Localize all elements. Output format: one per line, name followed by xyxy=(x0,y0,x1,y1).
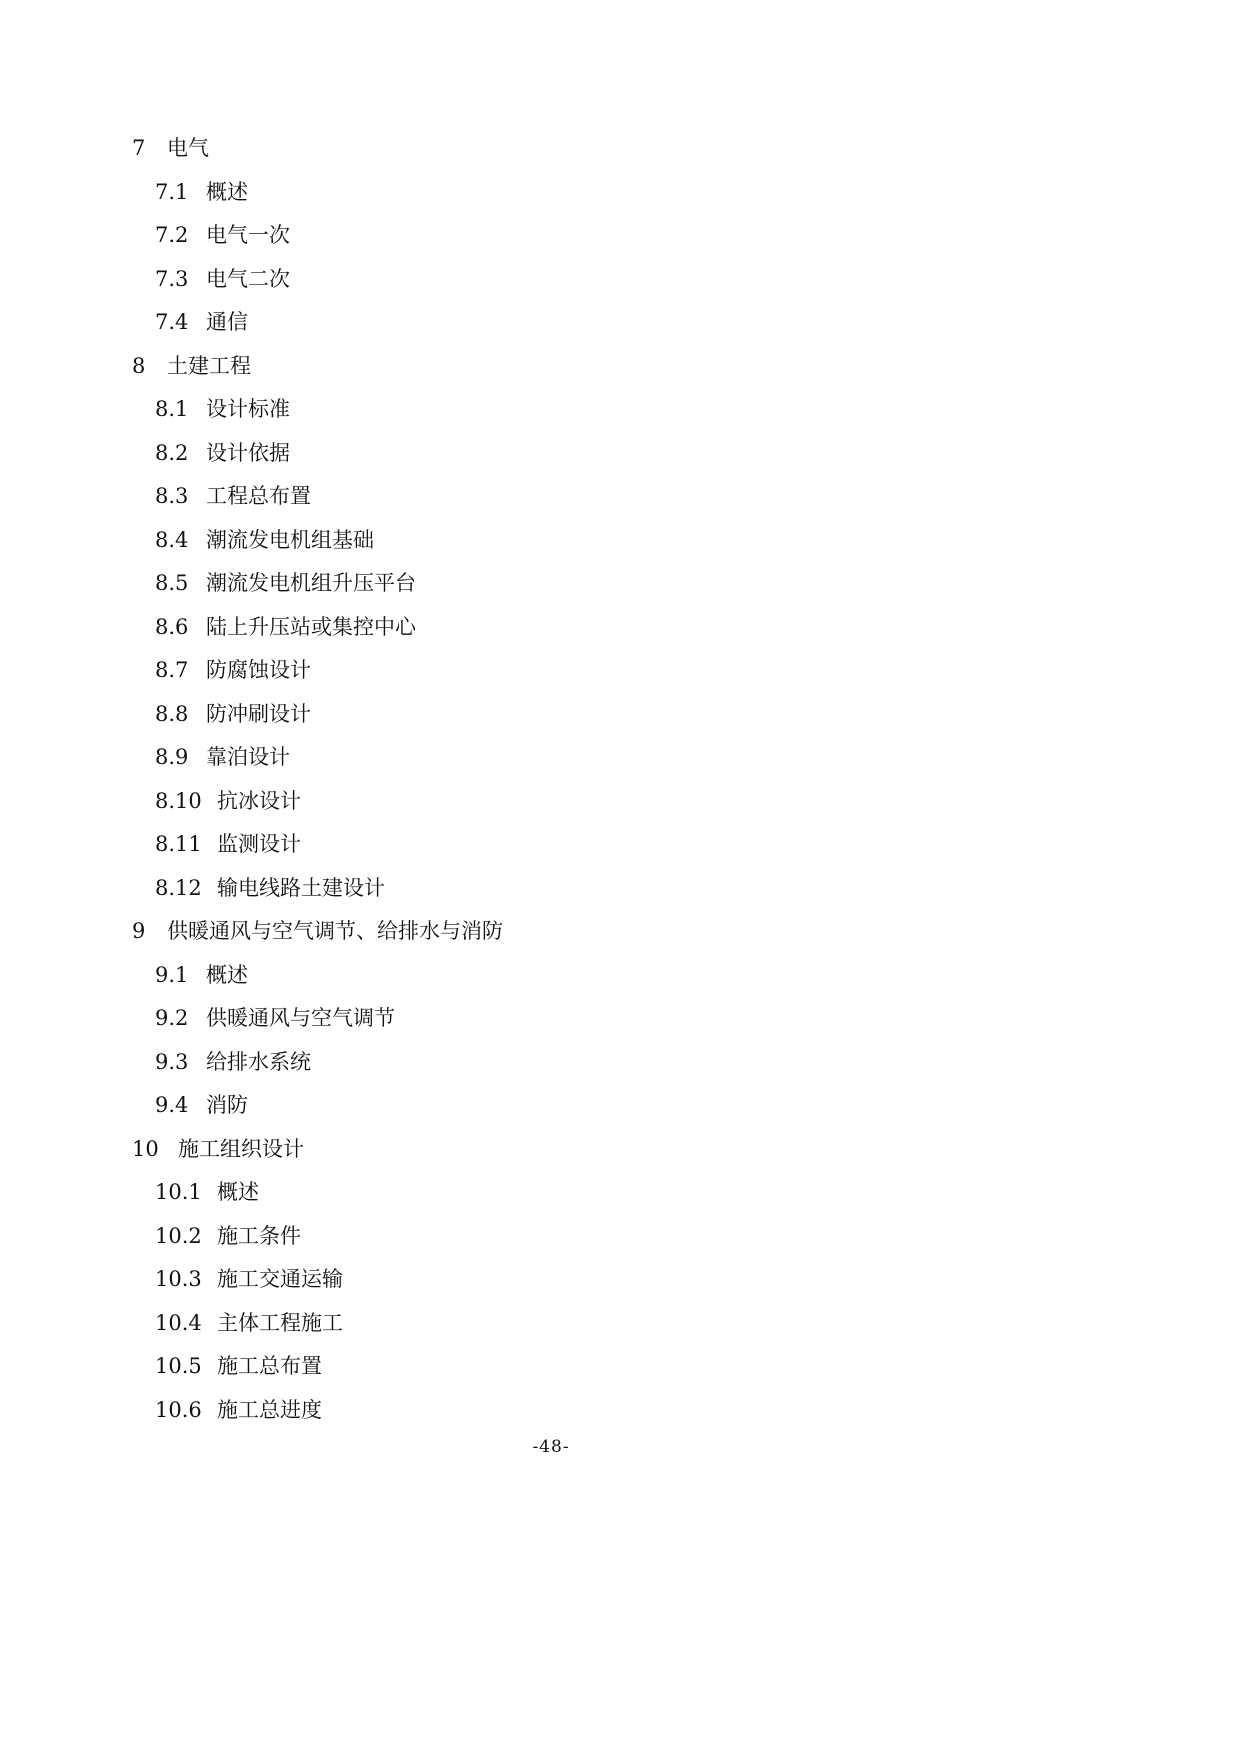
toc-entry-title: 设计依据 xyxy=(206,440,290,465)
toc-section-entry xyxy=(0,868,1102,912)
toc-entry-number: 9 xyxy=(132,919,146,943)
toc-entry-number: 8 xyxy=(132,353,146,378)
toc-entry-number: 10.6 xyxy=(155,1397,202,1422)
toc-chapter-entry xyxy=(0,128,1102,172)
toc-entry-title: 工程总布置 xyxy=(206,484,311,508)
toc-entry-title: 消防 xyxy=(206,1093,248,1117)
page-number: -48- xyxy=(532,1437,570,1457)
toc-entry-number: 9.3 xyxy=(155,1049,189,1074)
toc-section-entry xyxy=(0,215,1102,259)
toc-section-entry xyxy=(0,998,1102,1042)
toc-entry-number: 8.11 xyxy=(155,832,202,856)
toc-section-entry xyxy=(0,955,1102,999)
toc-entry-number: 9.2 xyxy=(155,1006,189,1030)
toc-entry-title: 防腐蚀设计 xyxy=(206,658,311,682)
table-of-contents xyxy=(0,128,1102,1433)
toc-entry-number: 10.2 xyxy=(155,1223,202,1248)
toc-entry-title: 潮流发电机组升压平台 xyxy=(206,571,416,595)
toc-entry-title: 电气二次 xyxy=(206,266,290,291)
toc-section-entry xyxy=(0,172,1102,216)
toc-section-entry xyxy=(0,1085,1102,1129)
toc-entry-number: 8.3 xyxy=(155,484,189,508)
toc-entry-number: 8.12 xyxy=(155,875,202,900)
toc-entry-title: 设计标准 xyxy=(206,397,290,421)
toc-entry-title: 土建工程 xyxy=(167,353,251,378)
toc-entry-number: 8.10 xyxy=(155,788,202,813)
toc-entry-title: 输电线路土建设计 xyxy=(217,875,385,900)
toc-section-entry xyxy=(0,259,1102,303)
toc-chapter-entry xyxy=(0,911,1102,955)
toc-section-entry xyxy=(0,607,1102,651)
toc-entry-number: 8.1 xyxy=(155,397,189,421)
toc-section-entry xyxy=(0,1303,1102,1347)
toc-entry-number: 10.1 xyxy=(155,1180,202,1204)
toc-entry-number: 7.3 xyxy=(155,266,189,291)
toc-entry-number: 7 xyxy=(132,136,146,160)
toc-entry-number: 7.1 xyxy=(155,179,189,204)
toc-entry-number: 7.2 xyxy=(155,223,189,247)
toc-entry-number: 8.5 xyxy=(155,571,189,595)
toc-section-entry xyxy=(0,1259,1102,1303)
toc-entry-title: 主体工程施工 xyxy=(217,1310,343,1335)
toc-entry-number: 8.9 xyxy=(155,745,189,769)
toc-entry-title: 电气 xyxy=(167,136,209,160)
toc-entry-title: 施工总进度 xyxy=(217,1397,322,1422)
toc-entry-number: 10.4 xyxy=(155,1310,202,1335)
toc-entry-number: 8.2 xyxy=(155,440,189,465)
toc-entry-title: 电气一次 xyxy=(206,223,290,247)
toc-section-entry xyxy=(0,389,1102,433)
toc-chapter-entry xyxy=(0,346,1102,390)
toc-section-entry xyxy=(0,1390,1102,1434)
toc-section-entry xyxy=(0,1216,1102,1260)
toc-entry-title: 给排水系统 xyxy=(206,1049,311,1074)
toc-section-entry xyxy=(0,650,1102,694)
toc-entry-title: 施工组织设计 xyxy=(178,1136,304,1161)
toc-entry-number: 8.7 xyxy=(155,658,189,682)
toc-chapter-entry xyxy=(0,1129,1102,1173)
toc-entry-title: 监测设计 xyxy=(217,832,301,856)
toc-entry-number: 8.4 xyxy=(155,527,189,552)
toc-entry-title: 施工总布置 xyxy=(217,1354,322,1378)
toc-section-entry xyxy=(0,563,1102,607)
toc-entry-title: 通信 xyxy=(206,310,248,334)
toc-entry-title: 施工交通运输 xyxy=(217,1267,343,1291)
toc-section-entry xyxy=(0,520,1102,564)
toc-section-entry xyxy=(0,694,1102,738)
toc-section-entry xyxy=(0,302,1102,346)
toc-entry-title: 抗冰设计 xyxy=(217,788,301,813)
toc-section-entry xyxy=(0,737,1102,781)
toc-section-entry xyxy=(0,433,1102,477)
toc-entry-number: 8.8 xyxy=(155,701,189,726)
toc-section-entry xyxy=(0,824,1102,868)
toc-entry-number: 8.6 xyxy=(155,614,189,639)
toc-entry-title: 供暖通风与空气调节 xyxy=(206,1006,395,1030)
toc-section-entry xyxy=(0,1042,1102,1086)
toc-entry-title: 靠泊设计 xyxy=(206,745,290,769)
toc-entry-title: 概述 xyxy=(217,1180,259,1204)
toc-entry-title: 防冲刷设计 xyxy=(206,701,311,726)
toc-entry-number: 10 xyxy=(132,1136,159,1161)
toc-entry-number: 7.4 xyxy=(155,310,189,334)
toc-entry-number: 10.5 xyxy=(155,1354,202,1378)
toc-entry-title: 陆上升压站或集控中心 xyxy=(206,614,416,639)
toc-section-entry xyxy=(0,781,1102,825)
toc-entry-title: 概述 xyxy=(206,179,248,204)
toc-entry-title: 概述 xyxy=(206,962,248,987)
toc-section-entry xyxy=(0,1346,1102,1390)
toc-entry-title: 供暖通风与空气调节、给排水与消防 xyxy=(167,919,503,943)
toc-section-entry xyxy=(0,1172,1102,1216)
toc-entry-number: 10.3 xyxy=(155,1267,202,1291)
toc-entry-title: 施工条件 xyxy=(217,1223,301,1248)
toc-entry-title: 潮流发电机组基础 xyxy=(206,527,374,552)
toc-section-entry xyxy=(0,476,1102,520)
toc-entry-number: 9.4 xyxy=(155,1093,189,1117)
toc-entry-number: 9.1 xyxy=(155,962,189,987)
